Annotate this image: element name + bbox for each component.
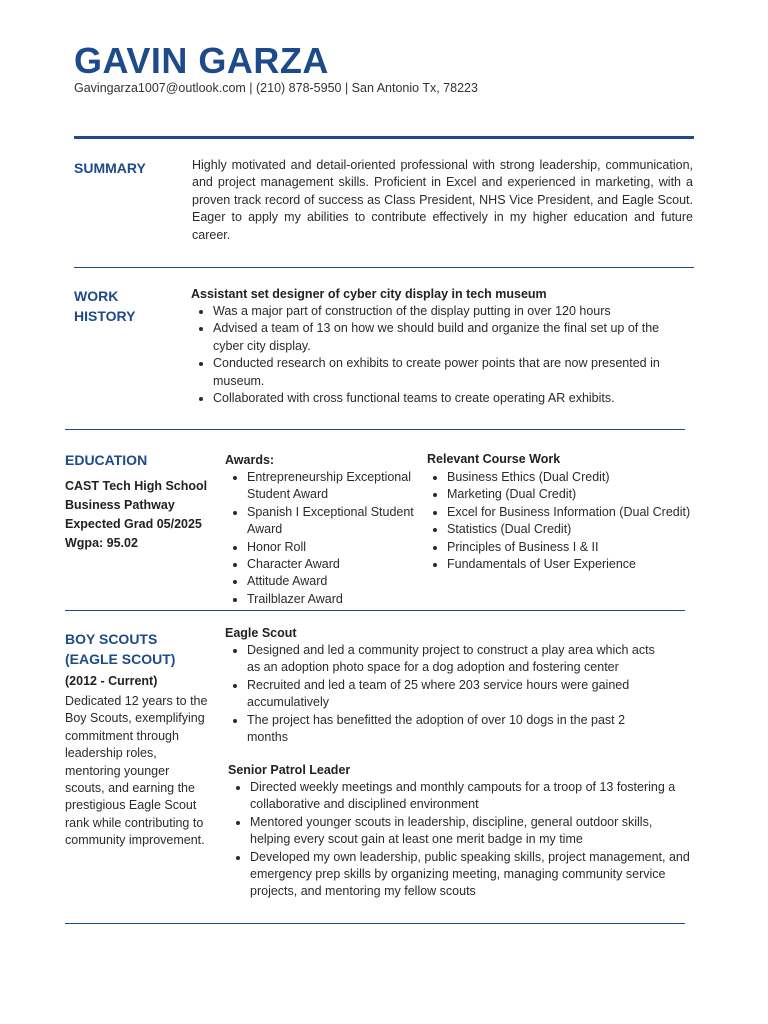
- education-details: [65, 477, 207, 553]
- work-heading-line2: HISTORY: [74, 308, 136, 324]
- list-item: • Collaborated with cross functional teams to create operating AR exhibits.: [213, 390, 693, 407]
- scouts-divider: [65, 923, 685, 924]
- list-item: • Character Award: [247, 556, 447, 573]
- candidate-name: GAVIN GARZA: [74, 40, 329, 81]
- work-bullets: [191, 303, 693, 407]
- coursework-heading: Relevant Course Work: [427, 452, 561, 466]
- coursework-list: [427, 469, 757, 573]
- graduation-date: Expected Grad 05/2025: [65, 517, 202, 531]
- senior-patrol-leader-title: Senior Patrol Leader: [228, 763, 351, 777]
- list-item: • Conducted research on exhibits to create power points that are now presented in museum.: [213, 355, 693, 390]
- scouts-description: Dedicated 12 years to the Boy Scouts, exemplifying commitment through leadership roles, mentoring younger scouts, and earning the prestigious Eagle Scout rank while contributing to community improvement.: [65, 694, 208, 848]
- education-heading: EDUCATION: [65, 452, 148, 468]
- summary-divider: [74, 267, 694, 268]
- list-item: • Mentored younger scouts in leadership, discipline, general outdoor skills, helping every scout gain at least one merit badge in my time: [250, 814, 690, 849]
- list-item: • Business Ethics (Dual Credit): [447, 469, 757, 486]
- list-item: • Statistics (Dual Credit): [447, 521, 757, 538]
- contact-info: Gavingarza1007@outlook.com | (210) 878-5950 | San Antonio Tx, 78223: [74, 81, 478, 95]
- list-item: • Designed and led a community project to construct a play area which acts as an adoption photo space for a dog adoption and fostering center: [247, 642, 667, 677]
- senior-patrol-leader-bullets: [228, 779, 690, 901]
- list-item: • Entrepreneurship Exceptional Student Award: [247, 469, 447, 504]
- list-item: • Directed weekly meetings and monthly campouts for a troop of 13 fostering a collaborative and disciplined environment: [250, 779, 690, 814]
- list-item: • Developed my own leadership, public speaking skills, project management, and emergency prep skills by organizing meeting, managing community service projects, and mentoring my fellow scouts: [250, 849, 690, 901]
- list-item: • Spanish I Exceptional Student Award: [247, 504, 447, 539]
- awards-list: [225, 469, 447, 608]
- pathway: Business Pathway: [65, 498, 175, 512]
- list-item: • Recruited and led a team of 25 where 203 service hours were gained accumulatively: [247, 677, 667, 712]
- list-item: • Marketing (Dual Credit): [447, 486, 757, 503]
- scouts-heading-line1: BOY SCOUTS: [65, 631, 158, 647]
- work-history-heading: [74, 286, 135, 326]
- scouts-dates: (2012 - Current): [65, 674, 158, 688]
- list-item: • Fundamentals of User Experience: [447, 556, 757, 573]
- list-item: • Trailblazer Award: [247, 591, 447, 608]
- summary-heading: SUMMARY: [74, 160, 146, 176]
- list-item: • Principles of Business I & II: [447, 539, 757, 556]
- gpa: Wgpa: 95.02: [65, 536, 138, 550]
- list-item: • The project has benefitted the adoption of over 10 dogs in the past 2 months: [247, 712, 667, 747]
- work-divider: [65, 429, 685, 430]
- eagle-scout-title: Eagle Scout: [225, 626, 297, 640]
- list-item: • Excel for Business Information (Dual Credit): [447, 504, 757, 521]
- eagle-scout-bullets: [225, 642, 667, 746]
- education-divider: [65, 610, 685, 611]
- list-item: • Was a major part of construction of the display putting in over 120 hours: [213, 303, 693, 320]
- school-name: CAST Tech High School: [65, 479, 208, 493]
- job-title: Assistant set designer of cyber city display in tech museum: [191, 287, 547, 301]
- list-item: • Attitude Award: [247, 573, 447, 590]
- work-heading-line1: WORK: [74, 288, 119, 304]
- scouts-heading-line2: (EAGLE SCOUT): [65, 651, 176, 667]
- list-item: • Honor Roll: [247, 539, 447, 556]
- list-item: • Advised a team of 13 on how we should build and organize the final set up of the cyber city display.: [213, 320, 693, 355]
- scouts-heading: [65, 629, 175, 669]
- summary-text: Highly motivated and detail-oriented professional with strong leadership, communication, and project management skills. Proficient in Excel and experienced in marketing, with a proven track record of success as Class President, NHS Vice President, and Eagle Scout. Eager to apply my abilities to contribute effectively in my higher education and future career.: [192, 158, 693, 242]
- awards-heading: Awards:: [225, 453, 275, 467]
- header-divider: [74, 136, 694, 139]
